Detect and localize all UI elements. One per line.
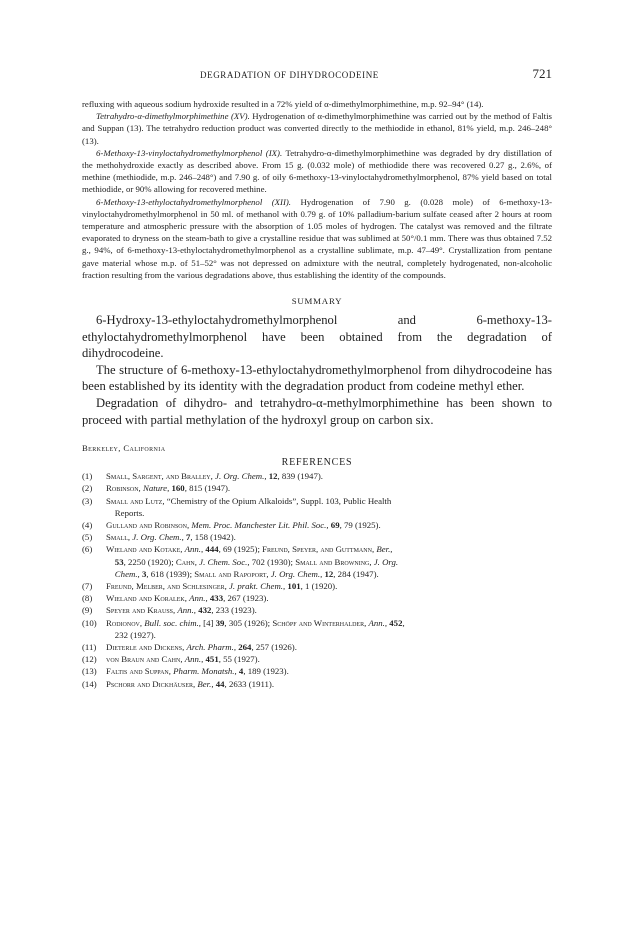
reference-number: (6) — [82, 544, 93, 555]
reference-number: (4) — [82, 520, 93, 531]
summary-section — [82, 312, 552, 428]
references-heading: REFERENCES — [281, 457, 353, 469]
reference-text: Wieland and Koralek, Ann., 433, 267 (1923). — [106, 593, 269, 604]
experimental-paragraph — [82, 110, 552, 147]
running-title: DEGRADATION OF DIHYDROCODEINE — [200, 70, 379, 80]
reference-item — [82, 617, 552, 641]
experimental-paragraph — [82, 196, 552, 281]
reference-item — [82, 531, 552, 543]
reference-text: Dieterle and Dickens, Arch. Pharm., 264, 257 (1926). — [106, 642, 297, 653]
reference-text: Small, Sargent, and Bralley, J. Org. Chem., 12, 839 (1947). — [106, 471, 323, 482]
reference-number: (12) — [82, 654, 97, 665]
reference-item — [82, 665, 552, 677]
reference-text: Robinson, Nature, 160, 815 (1947). — [106, 483, 231, 494]
reference-number: (2) — [82, 483, 93, 494]
reference-item — [82, 592, 552, 604]
reference-item — [82, 678, 552, 690]
paragraph-text: Hydrogenation of 7.90 g. (0.028 mole) of 6-methoxy-13-vinyloctahydromethylmorphenol in 50 ml. of methanol with 0.79 g. of 10% palladium-barium sulfate ceased after 2 hours at room temperature and atmospheric pressure with the absorption of 1.05 moles of hydrogen. The catalyst was removed and the filtrate evaporated to dryness on the steam-bath to give a crystalline residue that was sublimed at 50°/0.1 mm. There was thus obtained 7.52 g., 94%, of 6-methoxy-13-ethyloctahydromethylmorphenol as a crystalline sublimate, m.p. 47–49°. Crystallization from pentane gave material whose m.p. of 51–52° was not depressed on admixture with the neutral, completely hydrogenated, non-alcoholic fraction resulting from the various degradations above, thus establishing the identity of the compounds. — [82, 196, 552, 280]
reference-number: (10) — [82, 617, 97, 628]
reference-number: (1) — [82, 471, 93, 482]
summary-paragraph: The structure of 6-methoxy-13-ethyloctahydromethylmorphenol from dihydrocodeine has been established by its identity with the degradation product from codeine methyl ether. — [82, 362, 552, 394]
journal-page — [82, 66, 552, 690]
reference-item — [82, 543, 552, 580]
compound-title: Tetrahydro-α-dimethylmorphimethine (XV). — [96, 111, 250, 122]
reference-text: Gulland and Robinson, Mem. Proc. Manchester Lit. Phil. Soc., 69, 79 (1925). — [106, 520, 381, 531]
experimental-section — [82, 98, 552, 281]
page-number: 721 — [532, 66, 552, 81]
summary-paragraph: Degradation of dihydro- and tetrahydro-α-methylmorphimethine has been shown to proceed with partial methylation of the hydroxyl group on carbon six. — [82, 396, 552, 427]
reference-text: Faltis and Suppan, Pharm. Monatsh., 4, 189 (1923). — [106, 666, 289, 677]
reference-text: Pschorr and Dickhäuser, Ber., 44, 2633 (1911). — [106, 678, 275, 689]
reference-number: (11) — [82, 642, 97, 653]
page-header — [82, 66, 552, 82]
reference-text: Rodionov, Bull. soc. chim., [4] 39, 305 (1926); Schöpf and Winterhalder, Ann., 452, 232 (1927). — [106, 617, 405, 640]
paragraph-text: Tetrahydro-α-dimethylmorphimethine was degraded by dry distillation of the methohydroxide exactly as described above. From 15 g. (0.032 mole) of methiodide there was recovered 0.27 g., 2.6%, of methine (methiodide, m.p. 246–248°) and 7.90 g. of oily 6-methoxy-13-vinyloctahydromethylmorphenol, 87% yield based on total methiodide, or 90% allowing for recovered methine. — [82, 147, 552, 195]
experimental-paragraph — [82, 147, 552, 196]
reference-text: Wieland and Kotake, Ann., 444, 69 (1925); Freund, Speyer, and Guttmann, Ber., 53, 2250 (1920); Cahn, J. Chem. Soc., 702 (1930); Small and Browning, J. Org. Chem., 3, 618 (1939); Small and Rapoport, J. Org. Chem., 12, 284 (1947). — [106, 544, 399, 579]
reference-number: (3) — [82, 495, 93, 506]
reference-number: (8) — [82, 593, 93, 604]
reference-number: (13) — [82, 666, 97, 677]
reference-text: Freund, Melber, and Schlesinger, J. prakt. Chem., 101, 1 (1920). — [106, 581, 338, 592]
reference-item — [82, 470, 552, 482]
author-location: Berkeley, California — [82, 443, 166, 454]
reference-item — [82, 519, 552, 531]
compound-title: 6-Methoxy-13-vinyloctahydromethylmorphenol (IX). — [96, 147, 283, 158]
paragraph-text: Hydrogenation of α-dimethylmorphimethine was carried out by the method of Faltis and Suppan (13). The tetrahydro reduction product was converted directly to the methiodide in ethanol, 81% yield, m.p. 246–248° (13). — [82, 111, 552, 146]
reference-item — [82, 495, 552, 519]
references-list — [82, 470, 552, 690]
summary-paragraph: 6-Hydroxy-13-ethyloctahydromethylmorphenol and 6-methoxy-13-ethyloctahydromethylmorphenol have been obtained from the degradation of dihydrocodeine. — [82, 313, 552, 361]
reference-item — [82, 580, 552, 592]
reference-item — [82, 482, 552, 494]
reference-item — [82, 641, 552, 653]
reference-item — [82, 604, 552, 616]
reference-number: (14) — [82, 678, 97, 689]
experimental-paragraph: refluxing with aqueous sodium hydroxide resulted in a 72% yield of α-dimethylmorphimethine, m.p. 92–94° (14). — [82, 99, 484, 109]
reference-number: (9) — [82, 605, 93, 616]
reference-item — [82, 653, 552, 665]
reference-text: Small, J. Org. Chem., 7, 158 (1942). — [106, 532, 236, 543]
reference-number: (7) — [82, 581, 93, 592]
reference-text: Speyer and Krauss, Ann., 432, 233 (1923). — [106, 605, 257, 616]
reference-text: Small and Lutz, “Chemistry of the Opium Alkaloids”, Suppl. 103, Public Health Reports. — [106, 495, 392, 518]
compound-title: 6-Methoxy-13-ethyloctahydromethylmorphenol (XII). — [96, 196, 292, 207]
reference-number: (5) — [82, 532, 93, 543]
summary-heading: SUMMARY — [291, 296, 343, 307]
reference-text: von Braun and Cahn, Ann., 451, 55 (1927). — [106, 654, 260, 665]
